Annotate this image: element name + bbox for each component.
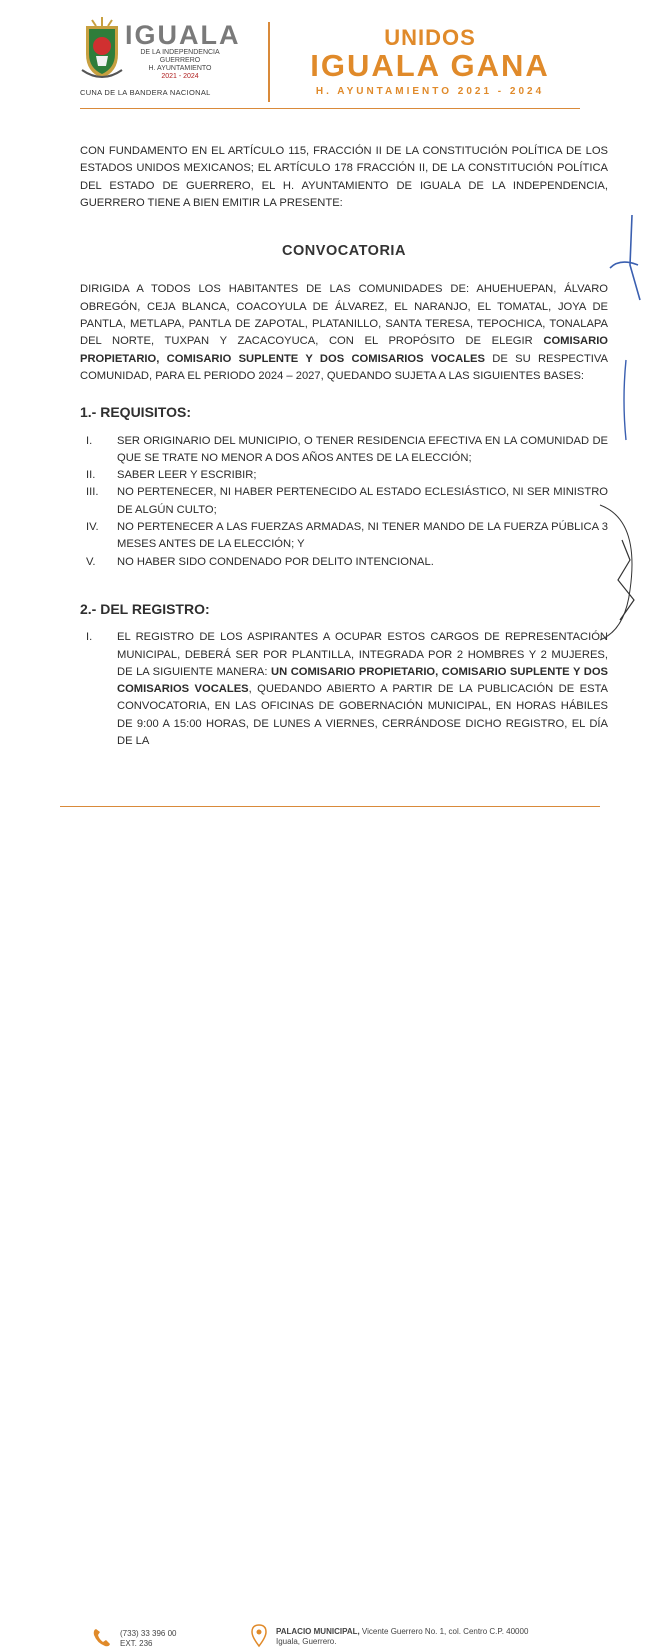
phone-number: (733) 33 396 00	[120, 1629, 177, 1638]
location-pin-icon	[250, 1624, 268, 1648]
phone-icon	[92, 1626, 112, 1648]
address-bold: PALACIO MUNICIPAL,	[276, 1627, 360, 1636]
registro-text-1: EL REGISTRO DE LOS ASPIRANTES A OCUPAR ESTOS CARGOS DE REPRESENTACIÓN MUNICIPAL, DEBERÁ SER POR PLANTILLA, INTEGRADA POR 2 HOMBRES Y 2 MUJERES, DE LA SIGUIENTE MANERA:	[117, 631, 608, 678]
registro-bold: UN COMISARIO PROPIETARIO, COMISARIO SUPLENTE Y DOS COMISARIOS VOCALES	[117, 665, 608, 696]
dirigida-paragraph	[80, 281, 608, 385]
slogan-sub: H. AYUNTAMIENTO 2021 - 2024	[315, 86, 545, 97]
list-item	[80, 554, 608, 571]
header-divider	[268, 22, 270, 102]
item-number: V.	[86, 555, 96, 568]
list-item	[80, 519, 608, 554]
document-title: CONVOCATORIA	[282, 243, 406, 260]
intro-paragraph: CON FUNDAMENTO EN EL ARTÍCULO 115, FRACCIÓN II DE LA CONSTITUCIÓN POLÍTICA DE LOS ESTADOS UNIDOS MEXICANOS; EL ARTÍCULO 178 FRACCIÓN II, DE LA CONSTITUCIÓN POLÍTICA DEL ESTADO DE GUERRERO, EL H. AYUNTAMIENTO DE IGUALA DE LA INDEPENDENCIA, GUERRERO TIENE A BIEN EMITIR LA PRESENTE:	[80, 145, 608, 209]
item-text: SER ORIGINARIO DEL MUNICIPIO, O TENER RESIDENCIA EFECTIVA EN LA COMUNIDAD DE QUE SE TRATE NO MENOR A DOS AÑOS ANTES DE LA ELECCIÓN;	[117, 434, 608, 464]
dirigida-bold: COMISARIO PROPIETARIO, COMISARIO SUPLENTE Y DOS COMISARIOS VOCALES	[80, 335, 608, 365]
registro-list	[80, 629, 608, 750]
document-body	[80, 143, 608, 750]
item-number: I.	[86, 434, 93, 447]
cuna-tagline: CUNA DE LA BANDERA NACIONAL	[80, 88, 211, 97]
item-number: II.	[86, 469, 96, 482]
header-rule	[80, 108, 580, 109]
item-number: III.	[86, 486, 99, 499]
list-item	[80, 629, 608, 750]
logo-line-4: 2021 - 2024	[161, 73, 199, 80]
iguala-logo	[125, 20, 241, 81]
item-text: NO PERTENECER A LAS FUERZAS ARMADAS, NI TENER MANDO DE LA FUERZA PÚBLICA 3 MESES ANTES DE LA ELECCIÓN; Y	[117, 521, 608, 551]
slogan-main: IGUALA GANA	[310, 48, 550, 83]
logo-line-2: GUERRERO	[159, 57, 201, 64]
phone-block	[120, 1629, 177, 1649]
letterhead	[0, 0, 657, 110]
phone-ext: EXT. 236	[120, 1639, 153, 1648]
item-text: NO HABER SIDO CONDENADO POR DELITO INTENCIONAL.	[117, 555, 434, 568]
requisitos-list	[80, 433, 608, 571]
slogan-logo	[290, 26, 570, 100]
item-text: SABER LEER Y ESCRIBIR;	[117, 469, 257, 482]
dirigida-text-1: DIRIGIDA A TODOS LOS HABITANTES DE LAS COMUNIDADES DE: AHUEHUEPAN, ÁLVARO OBREGÓN, CEJA BLANCA, COACOYULA DE ÁLVAREZ, EL NARANJO, EL TOMATAL, JOYA DE PANTLA, METLAPA, PANTLA DE ZAPOTAL, PLATANILLO, SANTA TERESA, TEPOCHICA, TONALAPA DEL NORTE, TUXPAN Y ZACACOYUCA, CON EL PROPÓSITO DE ELEGIR	[80, 283, 608, 348]
logo-wordmark: IGUALA	[125, 20, 241, 50]
address-block	[276, 1627, 566, 1647]
coat-of-arms-icon	[80, 16, 124, 82]
footer	[0, 808, 657, 1648]
item-number: IV.	[86, 521, 99, 534]
registro-text-2: , QUEDANDO ABIERTO A PARTIR DE LA PUBLICACIÓN DE ESTA CONVOCATORIA, EN LAS OFICINAS DE GOBERNACIÓN MUNICIPAL, EN HORAS HÁBILES DE 9:00 A 15:00 HORAS, DE LUNES A VIERNES, CERRÁNDOSE DICHO REGISTRO, EL DÍA DE LA	[117, 683, 608, 748]
item-number: I.	[86, 631, 93, 644]
logo-line-3: H. AYUNTAMIENTO	[148, 65, 212, 72]
section-requisitos-heading: 1.- REQUISITOS:	[80, 404, 191, 421]
address-rest: Vicente Guerrero No. 1, col. Centro C.P. 40000	[359, 1627, 529, 1636]
dirigida-text-2: DE SU RESPECTIVA COMUNIDAD, PARA EL PERIODO 2024 – 2027, QUEDANDO SUJETA A LAS SIGUIENTES BASES:	[80, 352, 608, 382]
footer-rule	[60, 806, 600, 807]
list-item	[80, 433, 608, 468]
address-line-2: Iguala, Guerrero.	[276, 1637, 337, 1646]
logo-line-1: DE LA INDEPENDENCIA	[140, 49, 220, 56]
address-line-1	[276, 1627, 566, 1637]
section-registro-heading: 2.- DEL REGISTRO:	[80, 600, 210, 617]
list-item	[80, 484, 608, 519]
item-text: NO PERTENECER, NI HABER PERTENECIDO AL ESTADO ECLESIÁSTICO, NI SER MINISTRO DE ALGÚN CULTO;	[117, 486, 608, 516]
slogan-top: UNIDOS	[384, 25, 476, 50]
list-item	[80, 467, 608, 484]
